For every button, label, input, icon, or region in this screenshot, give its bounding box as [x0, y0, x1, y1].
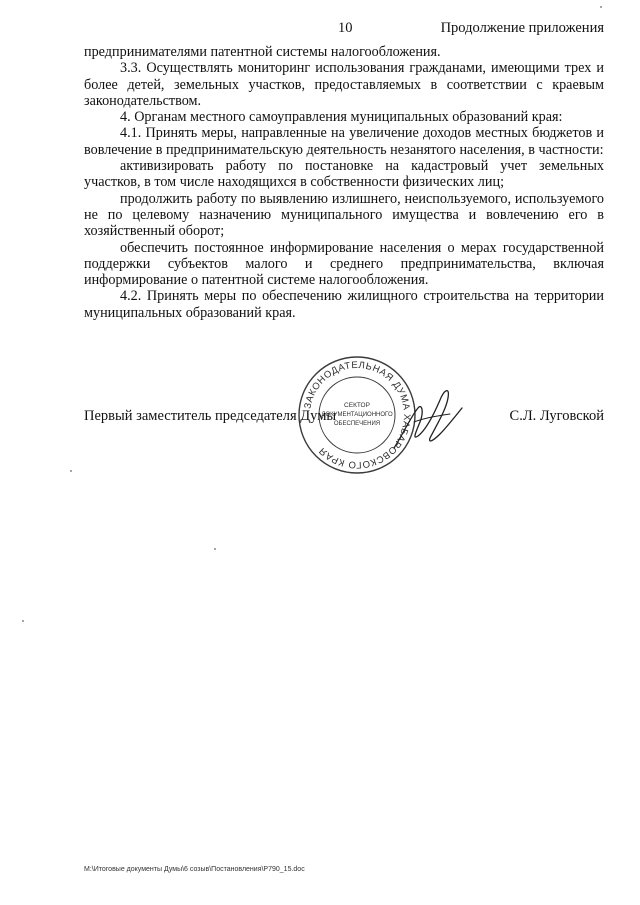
- stamp-center-line: СЕКТОР: [344, 402, 370, 409]
- signature-block: [84, 408, 604, 432]
- page-header: [0, 20, 640, 40]
- file-path-footer: M:\Итоговые документы Думы\6 созыв\Постановления\Р790_15.doc: [84, 866, 305, 873]
- paragraph: активизировать работу по постановке на кадастровый учет земельных участков, в том числе находящихся в собственности физических лиц;: [84, 158, 604, 191]
- paragraph: 4. Органам местного самоуправления муниципальных образований края:: [120, 109, 563, 126]
- paragraph: 3.3. Осуществлять мониторинг использования гражданами, имеющими трех и более детей, земельных участков, предоставляемых в соответствии с краевым законодательством.: [84, 60, 604, 109]
- paragraph: 4.2. Принять меры по обеспечению жилищного строительства на территории муниципальных образований края.: [84, 288, 604, 321]
- document-body: [84, 44, 604, 321]
- signatory-title: Первый заместитель председателя Думы: [84, 408, 337, 424]
- paragraph: продолжить работу по выявлению излишнего, неиспользуемого, используемого не по целевому назначению муниципального имущества и вовлечению его в хозяйственный оборот;: [84, 190, 604, 240]
- scan-artifact: [214, 548, 216, 550]
- paragraph: предпринимателями патентной системы налогообложения.: [84, 44, 441, 60]
- paragraph: 4.1. Принять меры, направленные на увеличение доходов местных бюджетов и вовлечение в предпринимательскую деятельность незанятого населения, в частности:: [84, 125, 604, 158]
- page-number: 10: [338, 20, 353, 36]
- stamp-center-line: ОБЕСПЕЧЕНИЯ: [333, 421, 381, 427]
- signatory-name: С.Л. Луговской: [509, 408, 604, 424]
- handwritten-signature: [384, 378, 470, 458]
- stamp-ring-text: ЗАКОНОДАТЕЛЬНАЯ ДУМА ХАБАРОВСКОГО КРАЯ: [302, 359, 413, 471]
- scan-artifact: [600, 6, 602, 8]
- appendix-label: Продолжение приложения: [440, 20, 604, 36]
- scan-artifact: [22, 620, 24, 622]
- scan-artifact: [70, 470, 72, 472]
- stamp-center-line: ДОКУМЕНТАЦИОННОГО: [321, 412, 393, 418]
- paragraph: обеспечить постоянное информирование населения о мерах государственной поддержки субъектов малого и среднего предпринимательства, включая информирование о патентной системе налогообложения.: [84, 239, 604, 289]
